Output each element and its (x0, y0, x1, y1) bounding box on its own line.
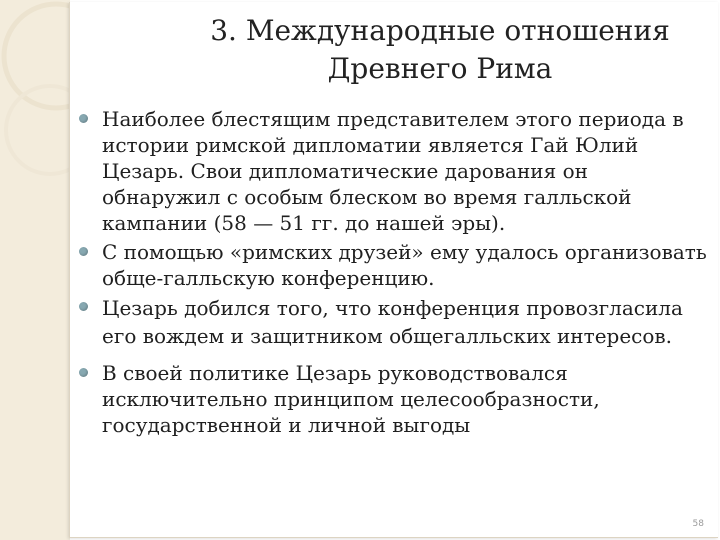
bullet-text: Наиболее блестящим представителем этого периода в истории римской дипломатии является Гай Юлий Цезарь. Свои дипломатические дарования он обнаружил с особым блеском во время галльской кампании (58 — 51 гг. до нашей эры). (102, 107, 684, 235)
bullet-list (78, 106, 708, 438)
page-number: 58 (692, 519, 704, 529)
slide-title-line-1: 3. Международные отношения (210, 14, 670, 47)
bullet-dot-icon (79, 247, 88, 256)
slide-title (160, 12, 720, 88)
bullet-dot-icon (79, 114, 88, 123)
bullet-item (78, 106, 708, 236)
bullet-text: С помощью «римских друзей» ему удалось организовать обще-галльскую конференцию. (102, 240, 707, 290)
slide-title-line-2: Древнего Рима (327, 52, 553, 85)
bullet-dot-icon (79, 368, 88, 377)
bullet-item (78, 239, 708, 291)
bullet-text: Цезарь добился того, что конференция провозгласила его вождем и защитником общегалльских интересов. (102, 296, 683, 348)
bullet-dot-icon (79, 302, 88, 311)
bullet-text: В своей политике Цезарь руководствовался исключительно принципом целесообразности, государственной и личной выгоды (102, 361, 600, 437)
bullet-item (78, 360, 708, 438)
bullet-item (78, 294, 708, 350)
